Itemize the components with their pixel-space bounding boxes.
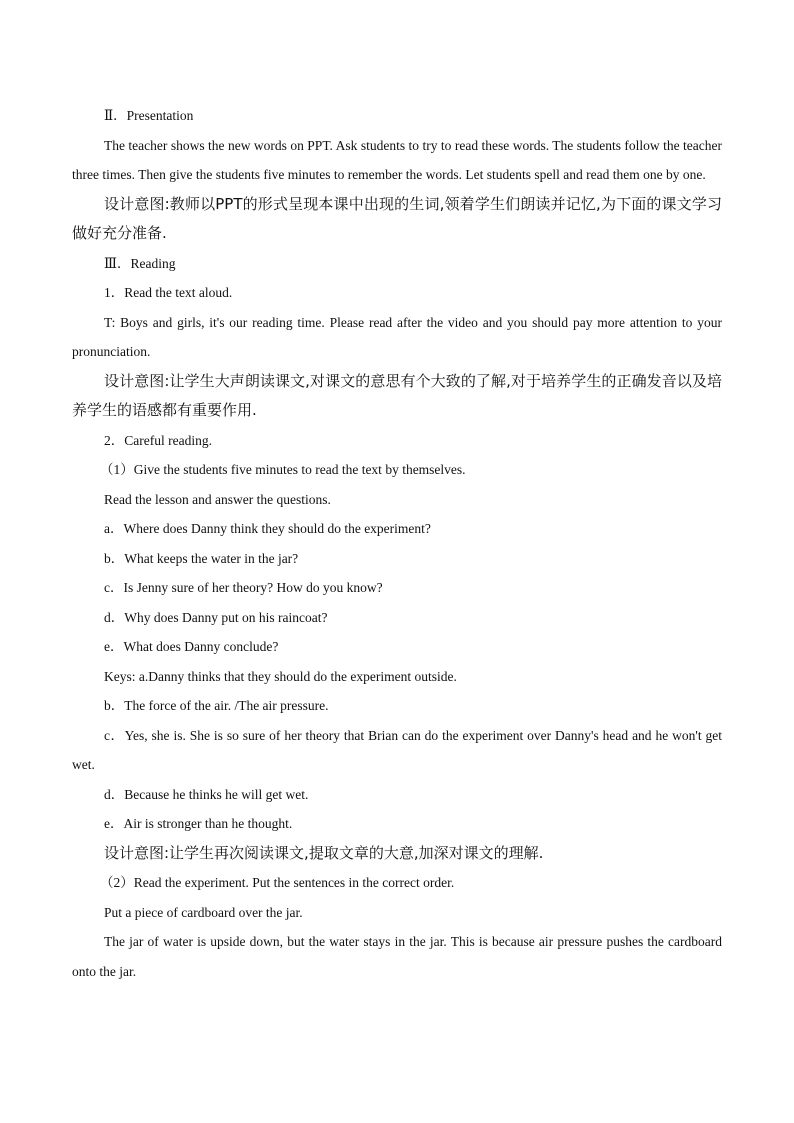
question-e: e．What does Danny conclude? — [104, 639, 279, 654]
design-intent-3: 设计意图:让学生再次阅读课文,提取文章的大意,加深对课文的理解. — [104, 843, 544, 862]
question-d: d．Why does Danny put on his raincoat? — [104, 609, 328, 625]
question-b: b．What keeps the water in the jar? — [104, 550, 299, 566]
question-a: a．Where does Danny think they should do the experiment? — [104, 521, 431, 536]
reading-step-2: 2．Careful reading. — [104, 432, 212, 448]
question-c: c．Is Jenny sure of her theory? How do you know? — [104, 580, 383, 595]
design-intent-1: 设计意图:教师以PPT的形式呈现本课中出现的生词,领着学生们朗读并记忆,为下面的课文学习做好充分准备. — [72, 194, 722, 242]
section-heading-reading: Ⅲ．Reading — [104, 255, 176, 271]
section-heading-presentation: Ⅱ．Presentation — [104, 108, 194, 123]
careful-reading-task-1: （1）Give the students five minutes to read the text by themselves. — [100, 462, 466, 477]
answer-key-d: d．Because he thinks he will get wet. — [104, 786, 309, 802]
questions-intro: Read the lesson and answer the questions. — [104, 491, 331, 507]
experiment-explanation: The jar of water is upside down, but the water stays in the jar. This is because air pressure pushes the cardboard onto the jar. — [72, 934, 722, 979]
answer-key-a: Keys: a.Danny thinks that they should do the experiment outside. — [104, 668, 457, 684]
document-page — [72, 101, 722, 986]
answer-key-c: c．Yes, she is. She is so sure of her theory that Brian can do the experiment over Danny's head and he won't get wet. — [72, 727, 722, 772]
experiment-step: Put a piece of cardboard over the jar. — [104, 904, 303, 920]
design-intent-2: 设计意图:让学生大声朗读课文,对课文的意思有个大致的了解,对于培养学生的正确发音以及培养学生的语感都有重要作用. — [72, 371, 722, 419]
teacher-instruction: T: Boys and girls, it's our reading time. Please read after the video and you should pay more attention to your pronunciation. — [72, 314, 722, 359]
careful-reading-task-2: （2）Read the experiment. Put the sentences in the correct order. — [100, 875, 455, 890]
answer-key-e: e．Air is stronger than he thought. — [104, 816, 293, 831]
presentation-paragraph: The teacher shows the new words on PPT. Ask students to try to read these words. The students follow the teacher three times. Then give the students five minutes to remember the words. Let students spell and read them one by one. — [72, 137, 722, 182]
reading-step-1: 1．Read the text aloud. — [104, 285, 233, 300]
answer-key-b: b．The force of the air. /The air pressure. — [104, 698, 329, 713]
